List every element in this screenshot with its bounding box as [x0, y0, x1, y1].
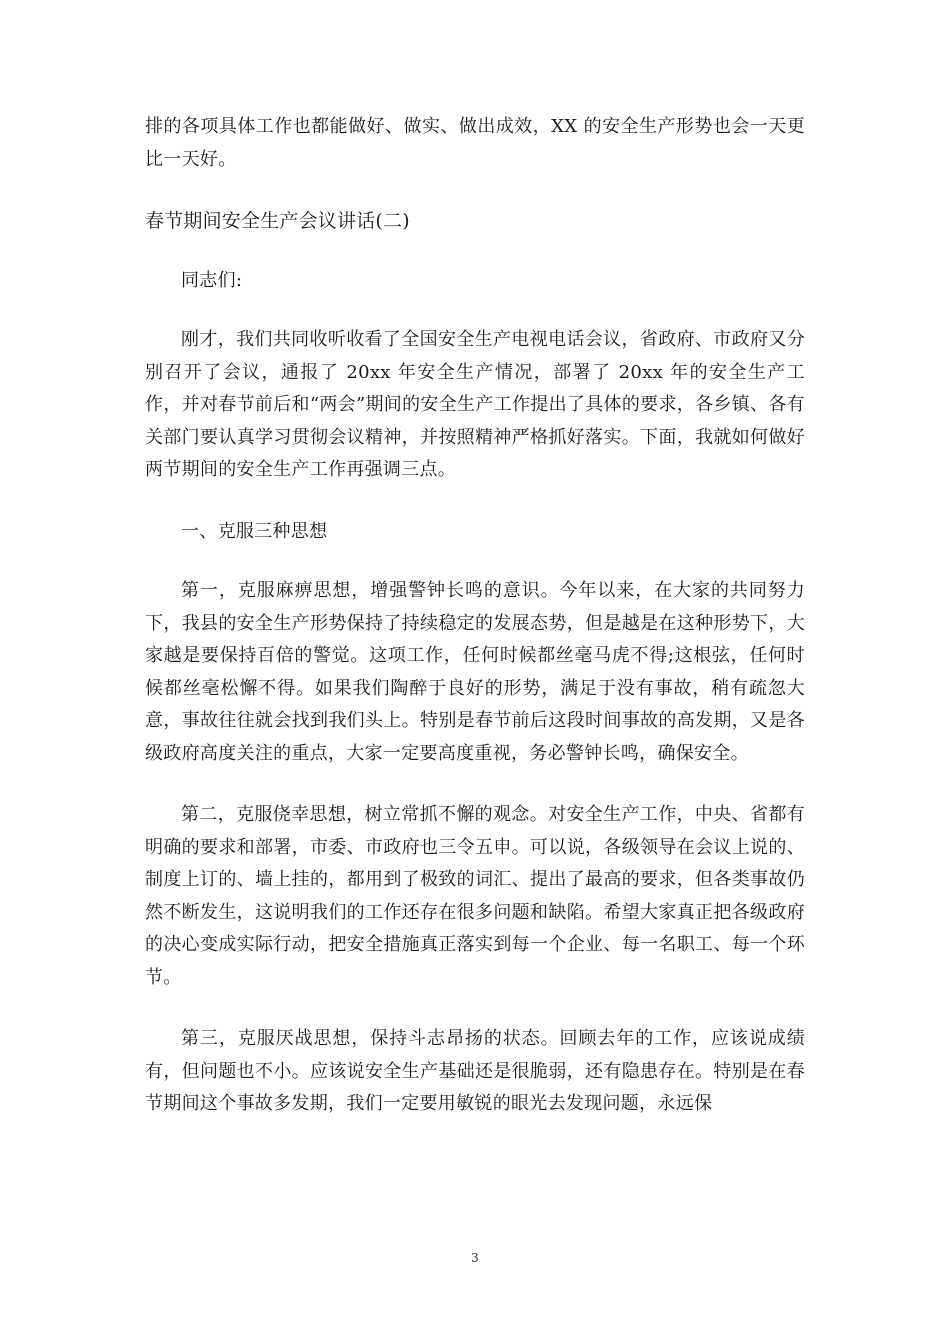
point-one-paragraph: 第一，克服麻痹思想，增强警钟长鸣的意识。今年以来，在大家的共同努力下，我县的安全生产形势保持了持续稳定的发展态势，但是越是在这种形势下，大家越是要保持百倍的警觉。这项工作，任何时候都丝毫马虎不得;这根弦，任何时候都丝毫松懈不得。如果我们陶醉于良好的形势，满足于没有事故，稍有疏忽大意，事故往往就会找到我们头上。特别是春节前后这段时间事故的高发期，又是各级政府高度关注的重点，大家一定要高度重视，务必警钟长鸣，确保安全。: [145, 580, 805, 764]
point-three-paragraph: 第三，克服厌战思想，保持斗志昂扬的状态。回顾去年的工作，应该说成绩有，但问题也不小。应该说安全生产基础还是很脆弱，还有隐患存在。特别是在春节期间这个事故多发期，我们一定要用敏锐的眼光去发现问题，永远保: [145, 1028, 805, 1114]
salutation: 同志们:: [181, 269, 243, 291]
intro-paragraph: 刚才，我们共同收听收看了全国安全生产电视电话会议，省政府、市政府又分别召开了会议，通报了 20xx 年安全生产情况，部署了 20xx 年的安全生产工作，并对春节前后和“两会”期间的安全生产工作提出了具体的要求，各乡镇、各有关部门要认真学习贯彻会议精神，并按照精神严格抓好落实。下面，我就如何做好两节期间的安全生产工作再强调三点。: [145, 329, 805, 480]
section-heading: 一、克服三种思想: [181, 520, 328, 542]
page-number: 3: [471, 1251, 479, 1265]
continuation-paragraph: 排的各项具体工作也都能做好、做实、做出成效，XX 的安全生产形势也会一天更比一天好。: [145, 116, 805, 170]
point-two-paragraph: 第二，克服侥幸思想，树立常抓不懈的观念。对安全生产工作，中央、省都有明确的要求和部署，市委、市政府也三令五申。可以说，各级领导在会议上说的、制度上订的、墙上挂的，都用到了极致的词汇、提出了最高的要求，但各类事故仍然不断发生，这说明我们的工作还存在很多问题和缺陷。希望大家真正把各级政府的决心变成实际行动，把安全措施真正落实到每一个企业、每一名职工、每一个环节。: [145, 804, 805, 988]
speech-title: 春节期间安全生产会议讲话(二): [145, 210, 410, 232]
document-body: [145, 111, 805, 1121]
